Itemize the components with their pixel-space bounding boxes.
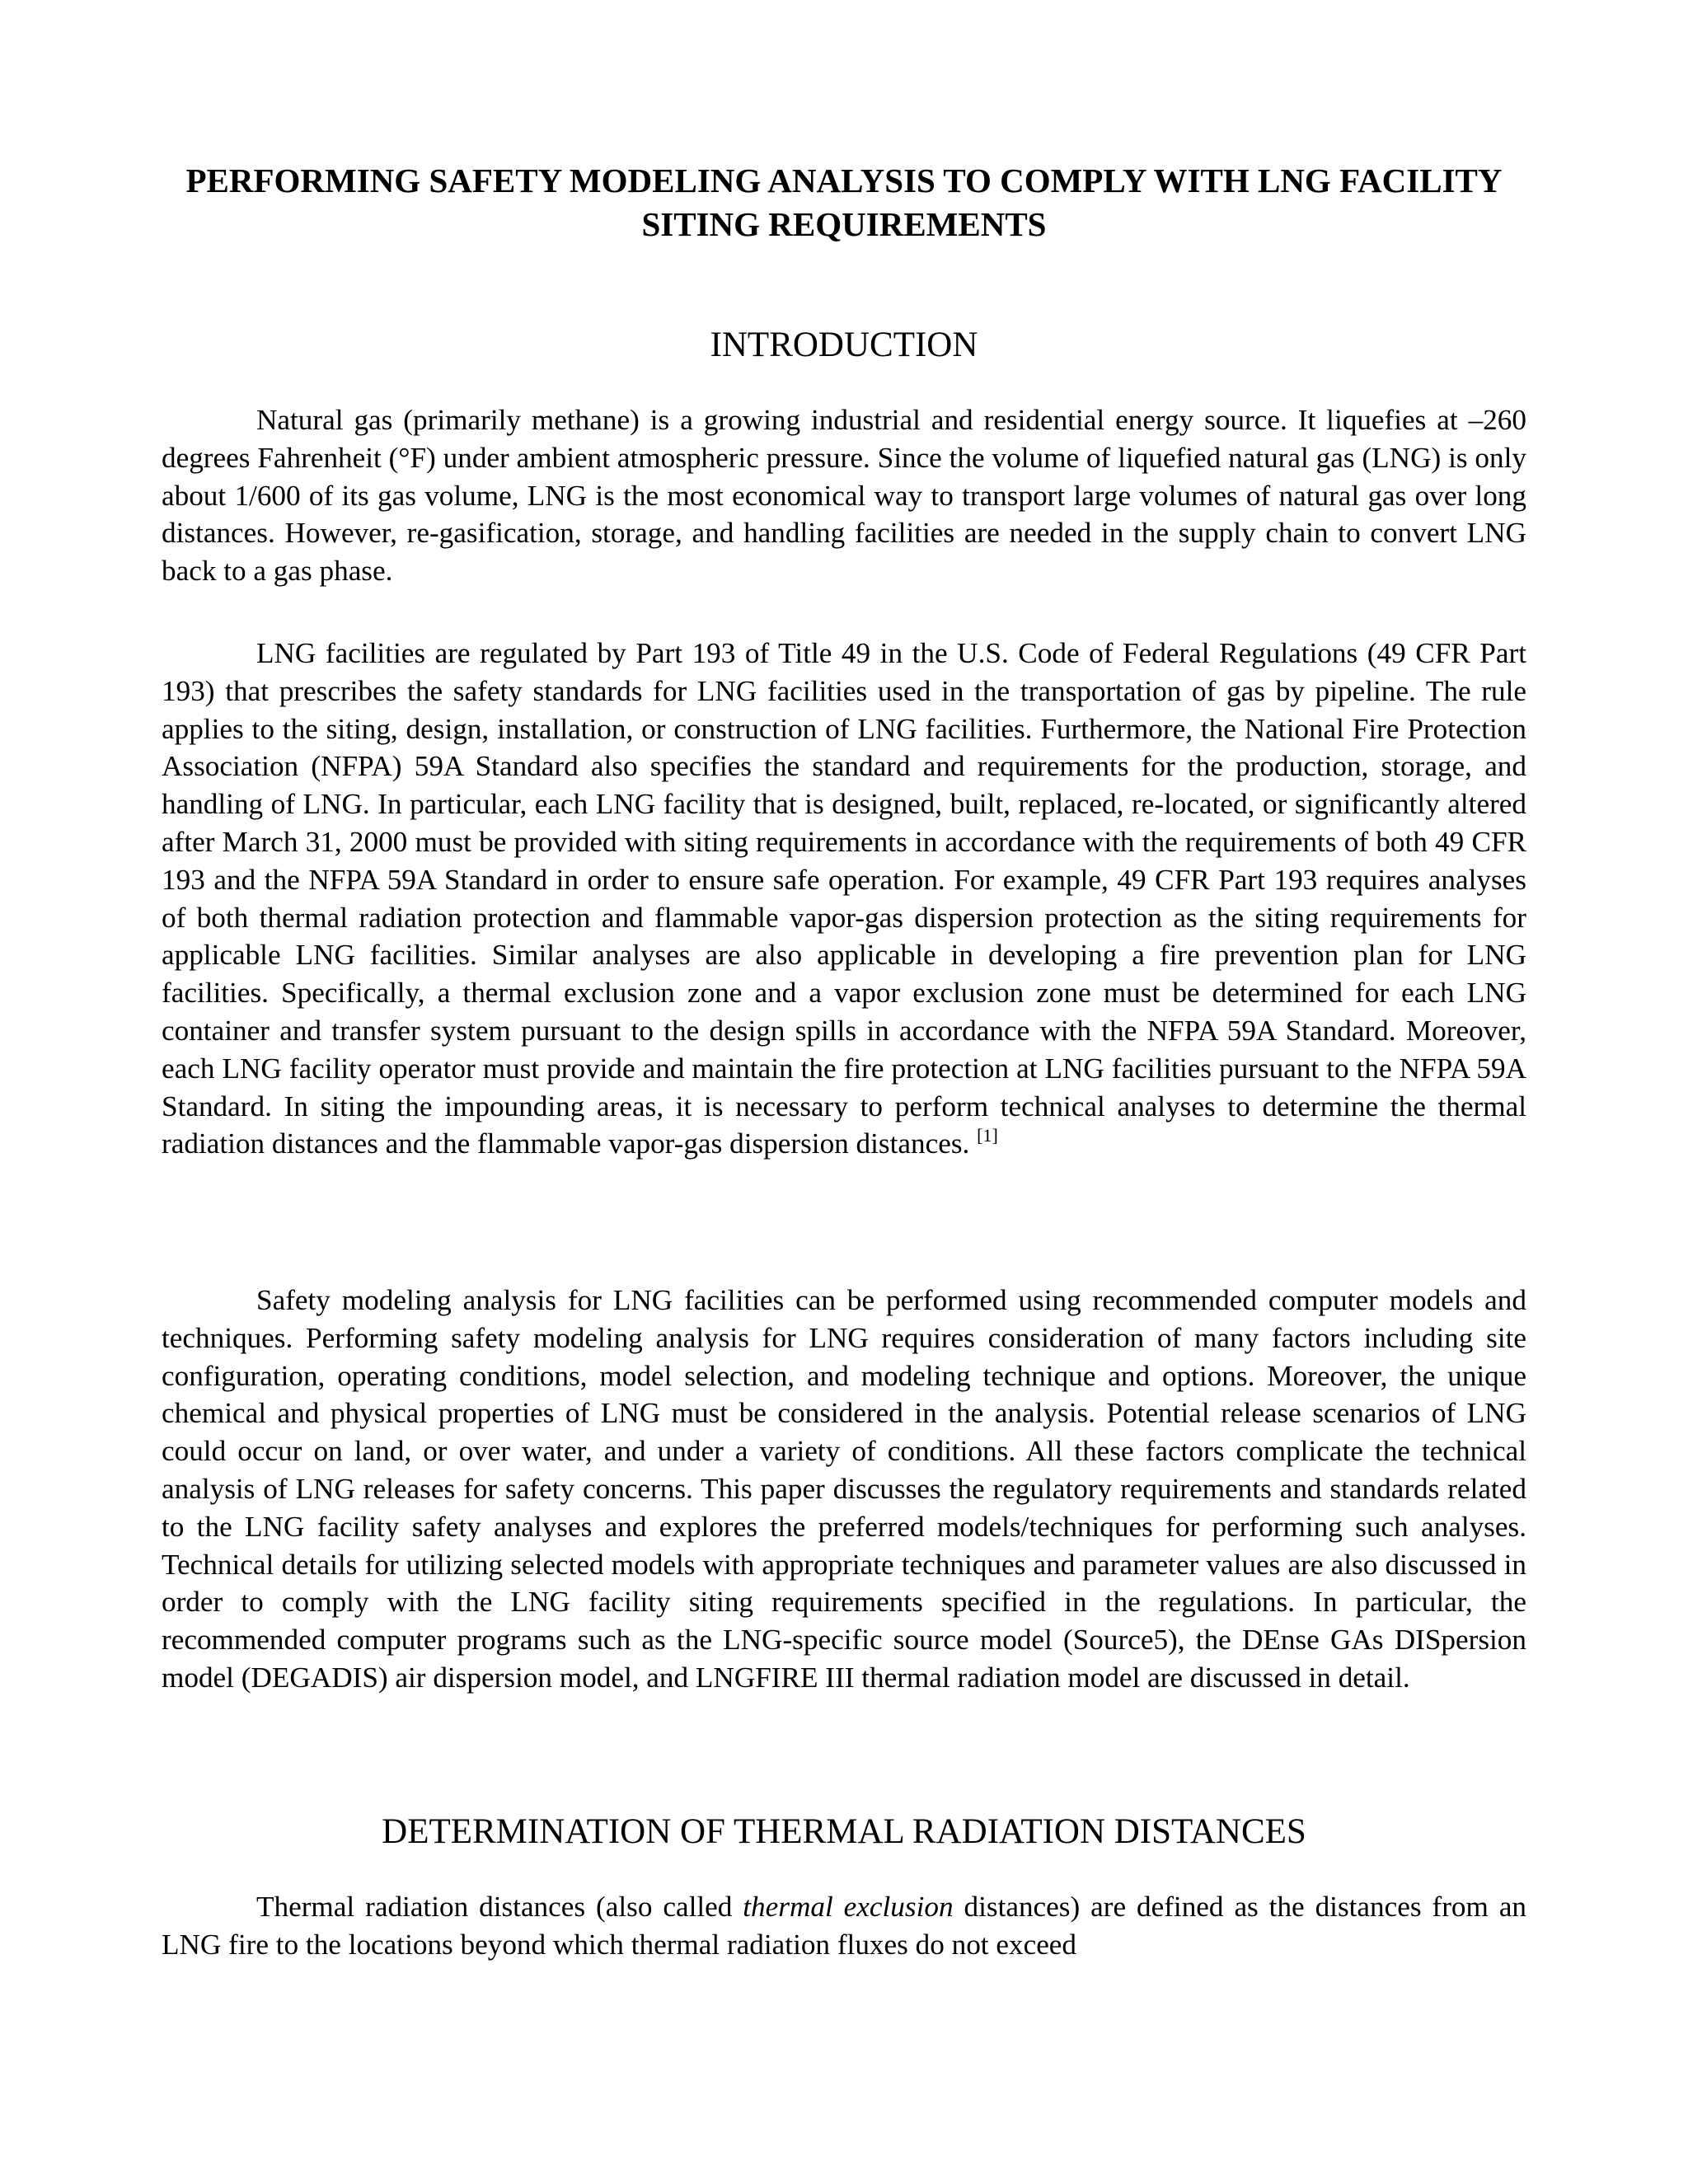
section-heading-thermal-radiation: DETERMINATION OF THERMAL RADIATION DISTANCES <box>382 1812 1306 1851</box>
thermal-exclusion-emphasis: thermal exclusion <box>743 1891 954 1923</box>
intro-paragraph-2 <box>162 635 1526 1163</box>
intro-paragraph-3: Safety modeling analysis for LNG facilities can be performed using recommended computer models and techniques. Performing safety modeling analysis for LNG requires consideration of many factors including site configuration, operating conditions, model selection, and modeling technique and options. Moreover, the unique chemical and physical properties of LNG must be considered in the analysis. Potential release scenarios of LNG could occur on land, or over water, and under a variety of conditions. All these factors complicate the technical analysis of LNG releases for safety concerns. This paper discusses the regulatory requirements and standards related to the LNG facility safety analyses and explores the preferred models/techniques for performing such analyses. Technical details for utilizing selected models with appropriate techniques and parameter values are also discussed in order to comply with the LNG facility siting requirements specified in the regulations. In particular, the recommended computer programs such as the LNG-specific source model (Source5), the DEnse GAs DISpersion model (DEGADIS) air dispersion model, and LNGFIRE III thermal radiation model are discussed in detail. <box>162 1284 1526 1694</box>
citation-marker: [1] <box>977 1125 998 1146</box>
document-title: PERFORMING SAFETY MODELING ANALYSIS TO COMPLY WITH LNG FACILITY SITING REQUIREMENTS <box>185 162 1503 243</box>
intro-paragraph-1: Natural gas (primarily methane) is a growing industrial and residential energy source. It liquefies at –260 degrees Fahrenheit (°F) under ambient atmospheric pressure. Since the volume of liquefied natural gas (LNG) is only about 1/600 of its gas volume, LNG is the most economical way to transport large volumes of natural gas over long distances. However, re-gasification, storage, and handling facilities are needed in the supply chain to convert LNG back to a gas phase. <box>162 404 1526 588</box>
intro-paragraph-2-text: LNG facilities are regulated by Part 193 of Title 49 in the U.S. Code of Federal Regulations (49 CFR Part 193) that prescribes the safety standards for LNG facilities used in the transportation of gas by pipeline. The rule applies to the siting, design, installation, or construction of LNG facilities. Furthermore, the National Fire Protection Association (NFPA) 59A Standard also specifies the standard and requirements for the production, storage, and handling of LNG. In particular, each LNG facility that is designed, built, replaced, re-located, or significantly altered after March 31, 2000 must be provided with siting requirements in accordance with the requirements of both 49 CFR 193 and the NFPA 59A Standard in order to ensure safe operation. For example, 49 CFR Part 193 requires analyses of both thermal radiation protection and flammable vapor-gas dispersion protection as the siting requirements for applicable LNG facilities. Similar analyses are also applicable in developing a fire prevention plan for LNG facilities. Specifically, a thermal exclusion zone and a vapor exclusion zone must be determined for each LNG container and transfer system pursuant to the design spills in accordance with the NFPA 59A Standard. Moreover, each LNG facility operator must provide and maintain the fire protection at LNG facilities pursuant to the NFPA 59A Standard. In siting the impounding areas, it is necessary to perform technical analyses to determine the thermal radiation distances and the flammable vapor-gas dispersion distances. <box>162 637 1526 1160</box>
thermal-paragraph-1 <box>162 1888 1526 1964</box>
thermal-paragraph-end: distances) are defined as the distances from an LNG fire to the locations beyond which thermal radiation fluxes do not exceed <box>162 1891 1527 1961</box>
thermal-paragraph-start: Thermal radiation distances (also called <box>256 1891 733 1923</box>
section-heading-introduction: INTRODUCTION <box>710 326 978 364</box>
